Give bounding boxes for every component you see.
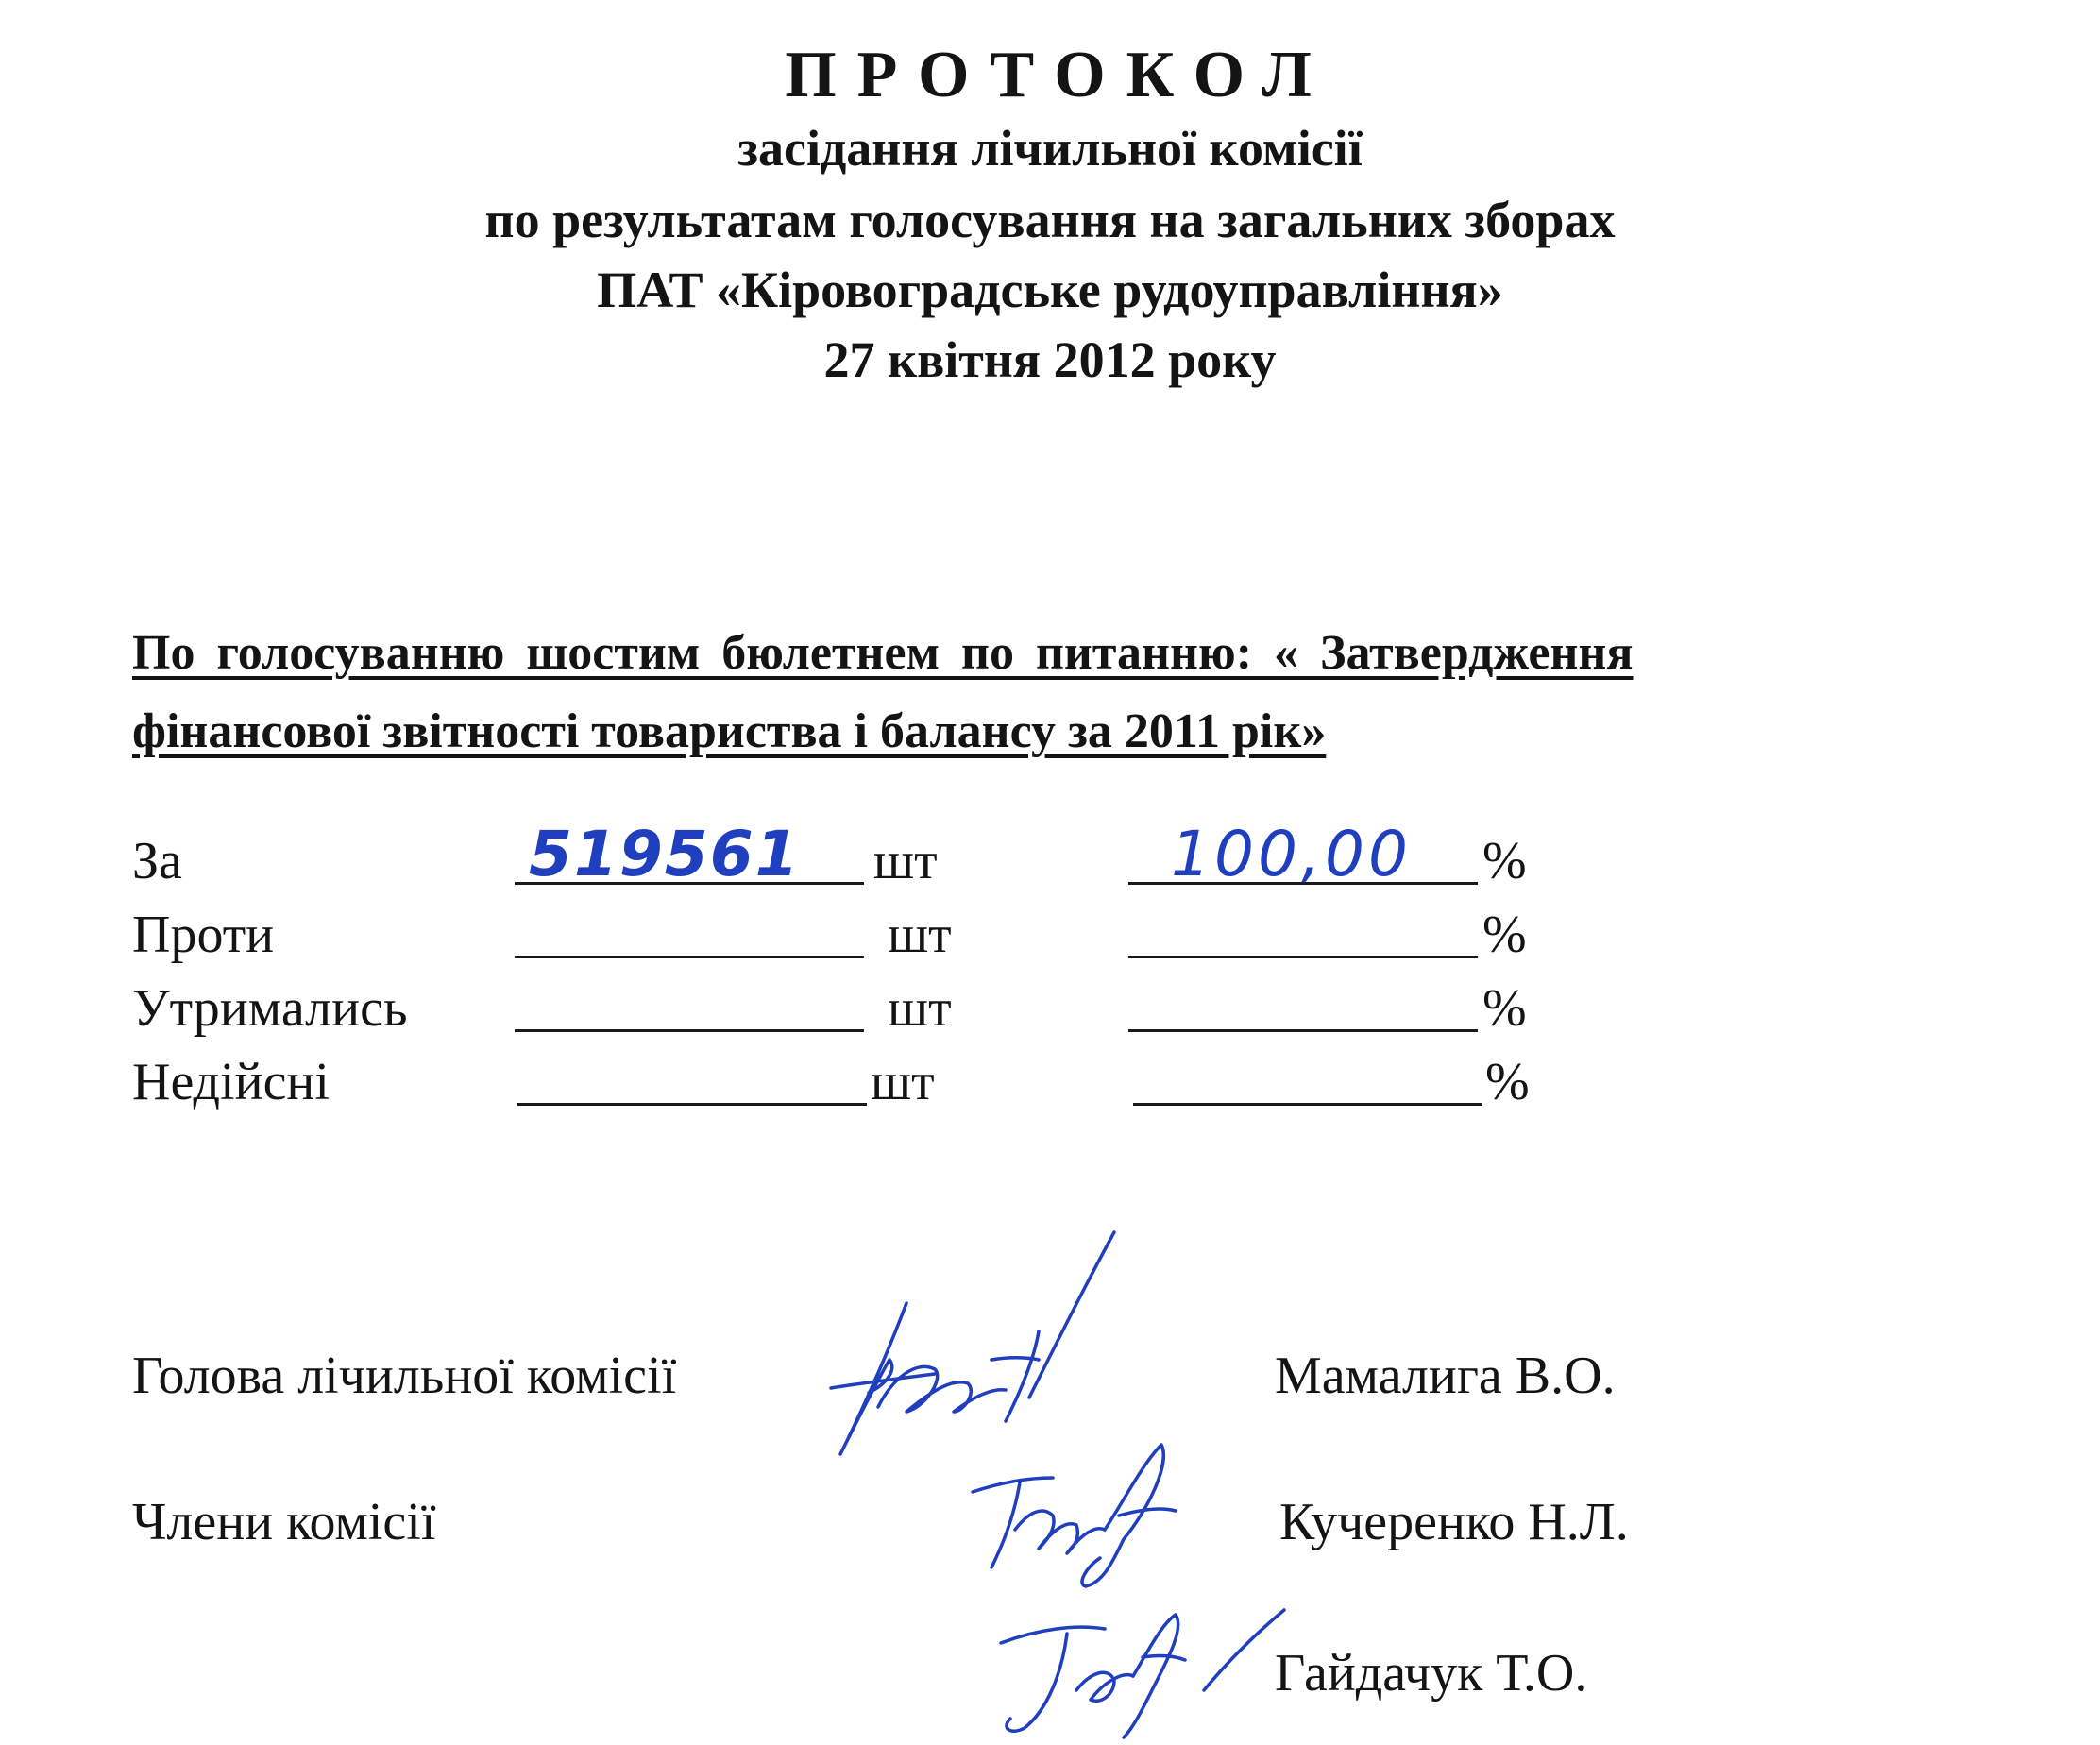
vote-label: Проти: [132, 906, 275, 964]
percent-unit: %: [1482, 906, 1527, 964]
count-blank-line: [515, 1029, 864, 1032]
count-unit: шт: [888, 979, 952, 1038]
members-role: Члени комісії: [132, 1493, 436, 1551]
count-unit: шт: [873, 832, 938, 890]
vote-label: Утримались: [132, 979, 408, 1038]
chairman-role: Голова лічильної комісії: [132, 1347, 677, 1405]
chairman-name: Мамалига В.О.: [1275, 1347, 1616, 1405]
percent-unit: %: [1485, 1053, 1530, 1111]
percent-blank-line: [1133, 1103, 1482, 1106]
vote-row-abstained: [132, 978, 1643, 1052]
member2-name: Гайдачук Т.О.: [1275, 1644, 1588, 1703]
handwritten-percent: 100,00: [1171, 818, 1412, 890]
percent-unit: %: [1482, 979, 1527, 1038]
count-unit: шт: [888, 906, 952, 964]
member2-signature: [973, 1586, 1312, 1745]
vote-label: За: [132, 832, 182, 890]
header-company: ПАТ «Кіровоградське рудоуправління»: [597, 262, 1503, 318]
header-date: 27 квітня 2012 року: [823, 331, 1277, 388]
percent-blank-line: [1128, 1029, 1478, 1032]
percent-unit: %: [1482, 832, 1527, 890]
count-blank-line: [517, 1103, 867, 1106]
question-line-2: фінансової звітності товариства і балансу за 2011 рік»: [132, 704, 1327, 758]
vote-row-against: [132, 905, 1643, 978]
document-title: ПРОТОКОЛ: [785, 39, 1332, 111]
question-line-1: По голосуванню шостим бюлетнем по питанню: « Затвердження: [132, 626, 1634, 680]
handwritten-count: 519561: [529, 818, 801, 890]
member1-signature: [963, 1426, 1190, 1596]
vote-label: Недійсні: [132, 1053, 330, 1111]
vote-row-for: [132, 818, 1643, 905]
member1-name: Кучеренко Н.Л.: [1279, 1493, 1629, 1551]
count-unit: шт: [871, 1053, 935, 1111]
count-blank-line: [515, 956, 864, 958]
header-subtitle: засідання лічильної комісії: [737, 120, 1363, 177]
header-subject: по результатам голосування на загальних зборах: [484, 192, 1616, 248]
vote-row-invalid: [132, 1052, 1643, 1126]
percent-blank-line: [1128, 956, 1478, 958]
